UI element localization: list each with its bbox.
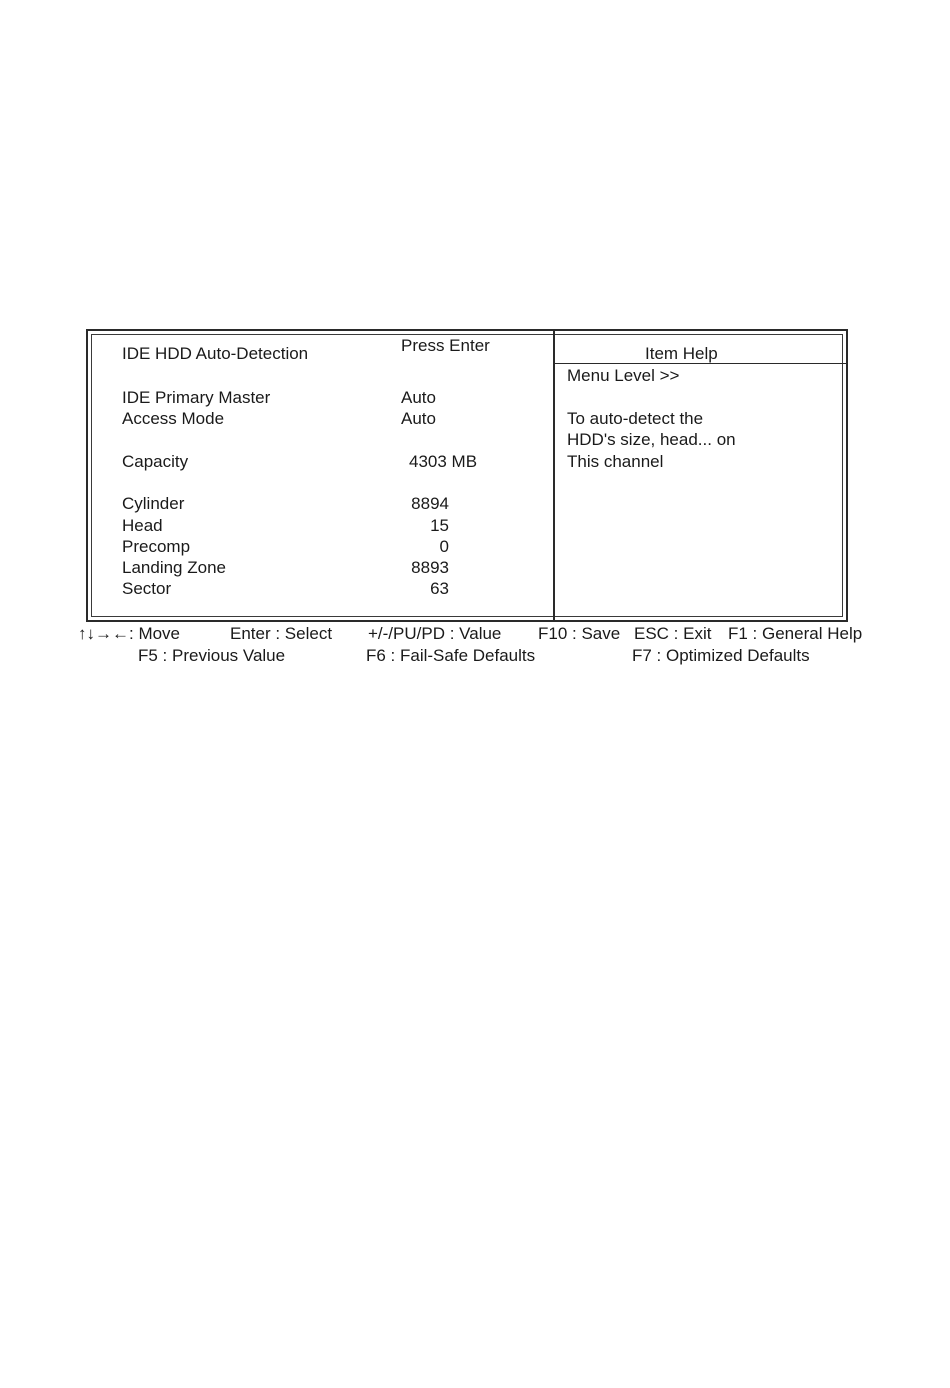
value-key-hint: +/-/PU/PD : Value [368,624,502,643]
access-mode-label[interactable]: Access Mode [122,409,225,428]
primary-master-label[interactable]: IDE Primary Master [122,388,271,407]
general-help-key-hint: F1 : General Help [728,624,863,643]
previous-value-key-hint: F5 : Previous Value [138,646,286,665]
cylinder-value: 8894 [411,494,449,513]
help-line-3: This channel [567,452,664,471]
landing-zone-value: 8893 [411,558,449,577]
precomp-value: 0 [439,537,449,556]
optimized-defaults-key-hint: F7 : Optimized Defaults [632,646,810,665]
capacity-value: 4303 MB [409,452,478,471]
capacity-label: Capacity [122,452,189,471]
failsafe-defaults-key-hint: F6 : Fail-Safe Defaults [366,646,536,665]
cylinder-label: Cylinder [122,494,185,513]
save-key-hint: F10 : Save [538,624,621,643]
select-key-hint: Enter : Select [230,624,333,643]
sector-value: 63 [430,579,449,598]
exit-key-hint: ESC : Exit [634,624,712,643]
primary-master-value[interactable]: Auto [401,388,436,407]
panel-divider [553,331,555,620]
bios-setup-panel [86,329,848,622]
head-label: Head [122,516,163,535]
item-help-title: Item Help [645,344,718,363]
sector-label: Sector [122,579,172,598]
menu-level-text: Menu Level >> [567,366,680,385]
precomp-label: Precomp [122,537,191,556]
auto-detection-value[interactable]: Press Enter [401,336,490,355]
help-line-1: To auto-detect the [567,409,704,428]
access-mode-value[interactable]: Auto [401,409,436,428]
head-value: 15 [430,516,449,535]
landing-zone-label: Landing Zone [122,558,226,577]
help-line-2: HDD's size, head... on [567,430,736,449]
auto-detection-label[interactable]: IDE HDD Auto-Detection [122,344,309,363]
move-key-hint: ↑↓→←: Move [78,624,181,643]
